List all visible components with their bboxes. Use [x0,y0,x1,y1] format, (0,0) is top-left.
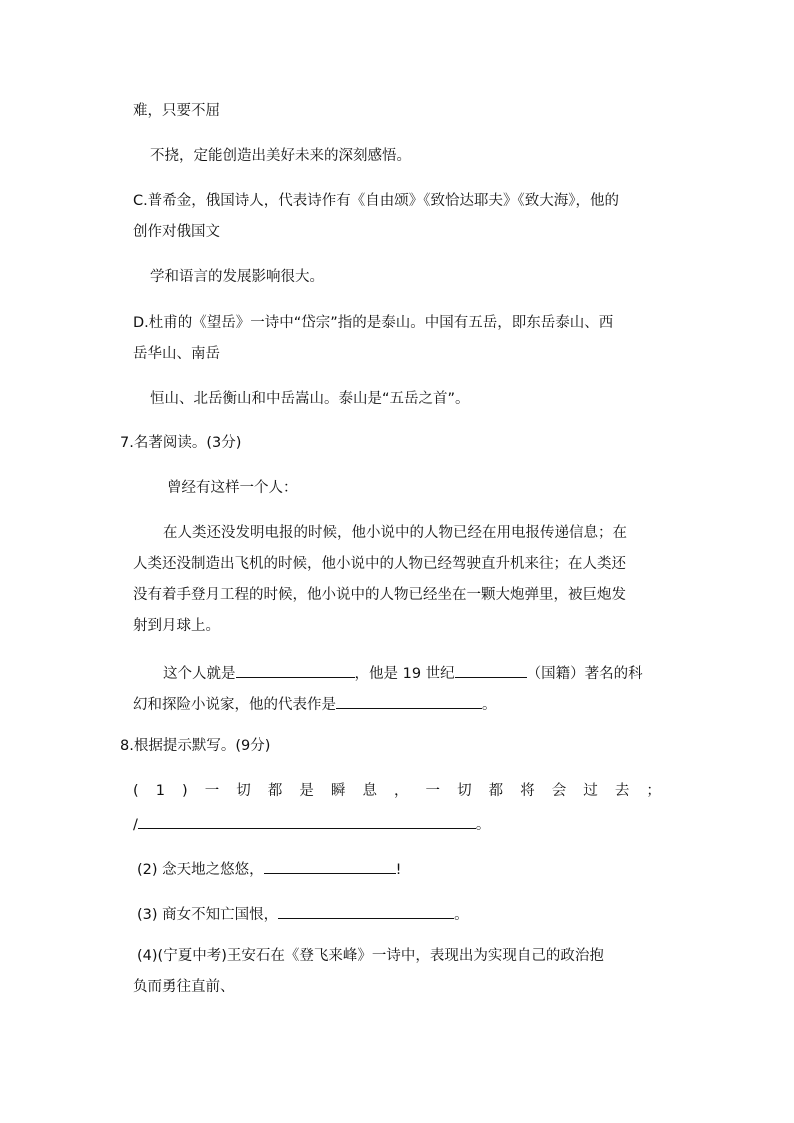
option-b-line-1: 难，只要不屈 [133,103,220,119]
question-7-title: 7.名著阅读。(3分) [120,435,242,451]
option-d-line-2: 岳华山、南岳 [133,346,220,362]
question-7-para-1: 在人类还没发明电报的时候，他小说中的人物已经在用电报传递信息；在 [163,525,627,541]
q8-item1-char: 都 [488,783,504,799]
q8-item1-char: 息 [362,783,377,799]
masterpiece-blank[interactable] [336,692,482,709]
q8-item1-char: 过 [583,783,598,799]
q8-item-1-line [133,781,661,801]
q8-item1-char: 是 [299,783,314,799]
fill-text-c: （国籍）著名的科 [526,666,643,682]
q8-item3-text: (3) 商女不知亡国恨， [137,907,279,923]
q8-item1-char: 将 [520,783,535,799]
q8-item1-char: ) [182,783,188,799]
q8-item3-blank[interactable] [278,902,454,919]
q8-item2-blank[interactable] [264,857,396,874]
q8-item1-char: 一 [425,783,441,799]
q8-item1-char: ； [646,783,661,799]
q8-item-4-line-2: 负而勇往直前、 [133,979,235,995]
fill-text-b: ，他是 19 世纪 [354,666,455,682]
q8-item1-char: 一 [204,783,220,799]
author-blank[interactable] [236,661,355,678]
q8-item1-char: 都 [267,783,283,799]
q8-item1-char: ， [394,783,409,799]
fill-text-a: 这个人就是 [163,666,236,682]
question-7-fill-line-2 [133,692,497,715]
question-7-intro: 曾经有这样一个人： [167,480,298,496]
question-7-fill-line-1 [163,661,643,684]
option-d-line-3: 恒山、北岳衡山和中岳嵩山。泰山是“五岳之首”。 [150,391,470,407]
q8-item-1-answer-line [133,812,490,835]
q8-item-4-line-1: (4)(宁夏中考)王安石在《登飞来峰》一诗中，表现出为实现自己的政治抱 [137,948,604,964]
question-7-para-2: 人类还没制造出飞机的时候，他小说中的人物已经驾驶直升机来往；在人类还 [133,556,626,572]
option-d-line-1: D.杜甫的《望岳》一诗中“岱宗”指的是泰山。中国有五岳，即东岳泰山、西 [133,315,614,331]
q8-item2-end: ! [395,862,402,878]
q8-item-3-line [137,902,469,925]
option-c-line-3: 学和语言的发展影响很大。 [150,269,324,285]
fill-text-d: 幻和探险小说家，他的代表作是 [133,697,336,713]
q8-item1-blank[interactable] [138,812,476,829]
q8-item1-char: 1 [155,783,165,799]
q8-item1-char: 切 [236,783,251,799]
q8-item2-text: (2) 念天地之悠悠， [137,862,264,878]
q8-item1-char: 去 [614,783,630,799]
question-7-para-3: 没有着手登月工程的时候，他小说中的人物已经坐在一颗大炮弹里，被巨炮发 [133,587,626,603]
q8-item1-slash: / [133,817,138,833]
option-c-line-1: C.普希金，俄国诗人，代表诗作有《自由颂》《致恰达耶夫》《致大海》，他的 [133,193,619,209]
q8-item1-end: 。 [475,817,491,833]
question-8-title: 8.根据提示默写。(9分) [120,738,271,754]
q8-item1-char: ( [133,783,139,799]
option-b-line-2: 不挠，定能创造出美好未来的深刻感悟。 [150,148,411,164]
nationality-blank[interactable] [455,661,527,678]
q8-item1-char: 会 [551,783,567,799]
question-7-para-4: 射到月球上。 [133,618,220,634]
q8-item1-char: 切 [457,783,472,799]
fill-text-e: 。 [482,697,497,713]
q8-item1-char: 瞬 [330,783,346,799]
option-c-line-2: 创作对俄国文 [133,224,220,240]
q8-item3-end: 。 [454,907,469,923]
q8-item-2-line [137,857,401,880]
